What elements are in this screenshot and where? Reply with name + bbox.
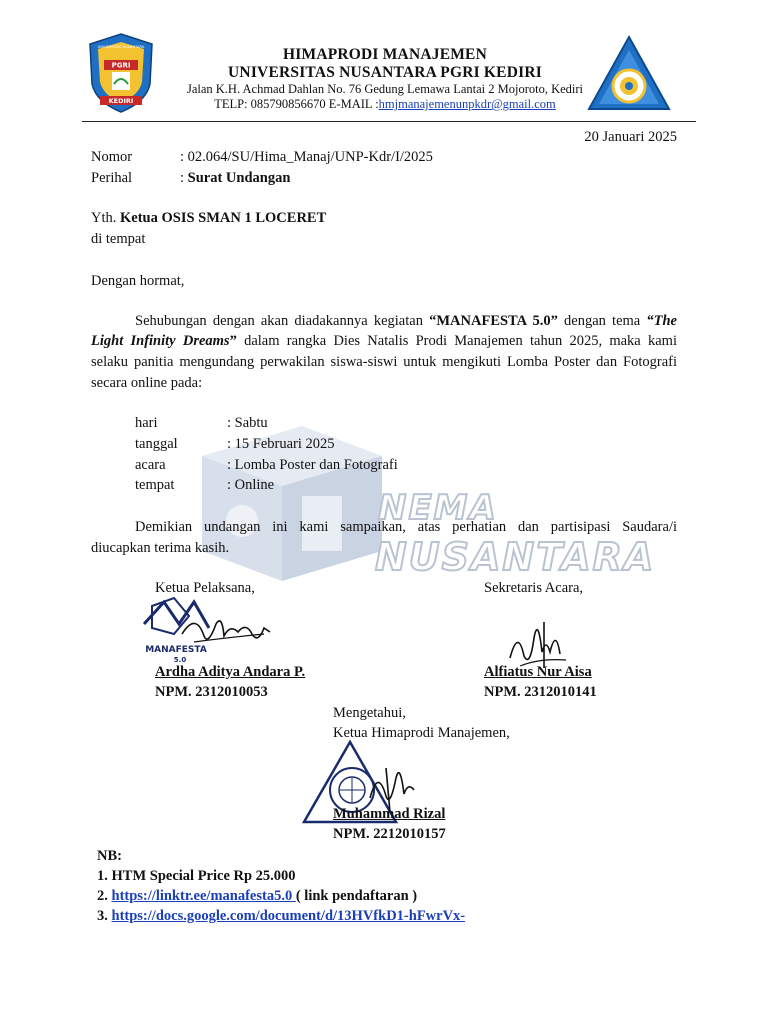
recipient-place: di tempat [91, 231, 146, 247]
perihal-line [180, 170, 290, 187]
left-signer-name: Ardha Aditya Andara P. [155, 664, 306, 680]
watermark-text-line2: NUSANTARA [375, 535, 656, 579]
recipient-prefix: Yth. [91, 210, 120, 226]
nb-heading: NB: [97, 848, 122, 864]
body-p1-line2: Light Infinity Dreams” dalam rangka Dies Natalis Prodi Manajemen tahun 2025, maka kami [91, 333, 677, 349]
logo-pgri-text: PGRI [111, 61, 131, 70]
detail-tanggal-label: tanggal [135, 436, 178, 452]
left-stamp-and-signature [134, 594, 284, 664]
center-signer-npm: NPM. 2212010157 [333, 826, 446, 842]
detail-tempat-value: : Online [227, 477, 275, 493]
nb-item-3: 3. https://docs.google.com/document/d/13HVfkD1-hFwrVx- [97, 908, 466, 924]
right-signer-npm: NPM. 2312010141 [484, 684, 597, 700]
email-link[interactable]: hmjmanajemenunpkdr@gmail.com [378, 97, 556, 111]
stamp-text: MANAFESTA [145, 645, 207, 655]
perihal-colon: : [180, 170, 188, 186]
header-divider [82, 121, 696, 122]
perihal-value: Surat Undangan [187, 170, 291, 186]
logo-university-text: UNIVERSITAS NUSANTARA [97, 45, 145, 49]
google-docs-link[interactable]: https://docs.google.com/document/d/13HVfkD1-hFwrVx- [111, 908, 466, 924]
detail-hari-value: : Sabtu [227, 415, 268, 431]
detail-acara-value: : Lomba Poster dan Fotografi [227, 457, 398, 473]
university-logo [86, 32, 156, 114]
himaprodi-logo [586, 34, 672, 112]
telp-label: TELP: 085790856670 E-MAIL : [214, 97, 379, 111]
contact-line [150, 97, 620, 112]
right-signer-name: Alfiatus Nur Aisa [484, 664, 592, 680]
detail-hari-label: hari [135, 415, 158, 431]
recipient-name: Ketua OSIS SMAN 1 LOCERET [120, 210, 327, 226]
body-p1-line1: Sehubungan dengan akan diadakannya kegiatan “MANAFESTA 5.0” dengan tema “The [135, 313, 677, 329]
address: Jalan K.H. Achmad Dahlan No. 76 Gedung Lemawa Lantai 2 Mojoroto, Kediri [186, 82, 584, 96]
right-signer-title: Sekretaris Acara, [484, 580, 584, 596]
left-signer-npm: NPM. 2312010053 [155, 684, 268, 700]
greeting: Dengan hormat, [91, 273, 185, 289]
watermark-text-line1: NEMA [378, 488, 498, 528]
center-signer-name: Muhammad Rizal [333, 806, 446, 822]
body-p1-line4: secara online pada: [91, 375, 203, 391]
nb-item-2: 2. https://linktr.ee/manafesta5.0 ( link pendaftaran ) [97, 888, 418, 904]
letter-date: 20 Januari 2025 [584, 129, 677, 145]
detail-acara-label: acara [135, 457, 166, 473]
logo-kediri-text: KEDIRI [108, 97, 134, 105]
nb-item-1: 1. HTM Special Price Rp 25.000 [97, 868, 296, 884]
perihal-label: Perihal [91, 170, 133, 186]
nomor-value: : 02.064/SU/Hima_Manaj/UNP-Kdr/I/2025 [180, 149, 433, 165]
stamp-number: 5.0 [173, 656, 187, 664]
detail-tanggal-value: : 15 Februari 2025 [227, 436, 335, 452]
left-signer-title: Ketua Pelaksana, [155, 580, 255, 596]
org-name: HIMAPRODI MANAJEMEN [283, 46, 487, 63]
body-p2-line2: diucapkan terima kasih. [91, 540, 230, 556]
registration-link[interactable]: https://linktr.ee/manafesta5.0 [111, 888, 296, 904]
recipient-line [91, 210, 326, 227]
nomor-label: Nomor [91, 149, 133, 165]
center-intro: Mengetahui, [333, 705, 406, 721]
body-p2-line1: Demikian undangan ini kami sampaikan, atas perhatian dan partisipasi Saudara/i [135, 519, 677, 535]
university-name: UNIVERSITAS NUSANTARA PGRI KEDIRI [228, 64, 542, 81]
detail-tempat-label: tempat [135, 477, 175, 493]
body-p1-line3: selaku panitia mengundang perwakilan siswa-siswi untuk mengikuti Lomba Poster dan Fotografi [91, 354, 677, 370]
center-signer-title: Ketua Himaprodi Manajemen, [333, 725, 510, 741]
